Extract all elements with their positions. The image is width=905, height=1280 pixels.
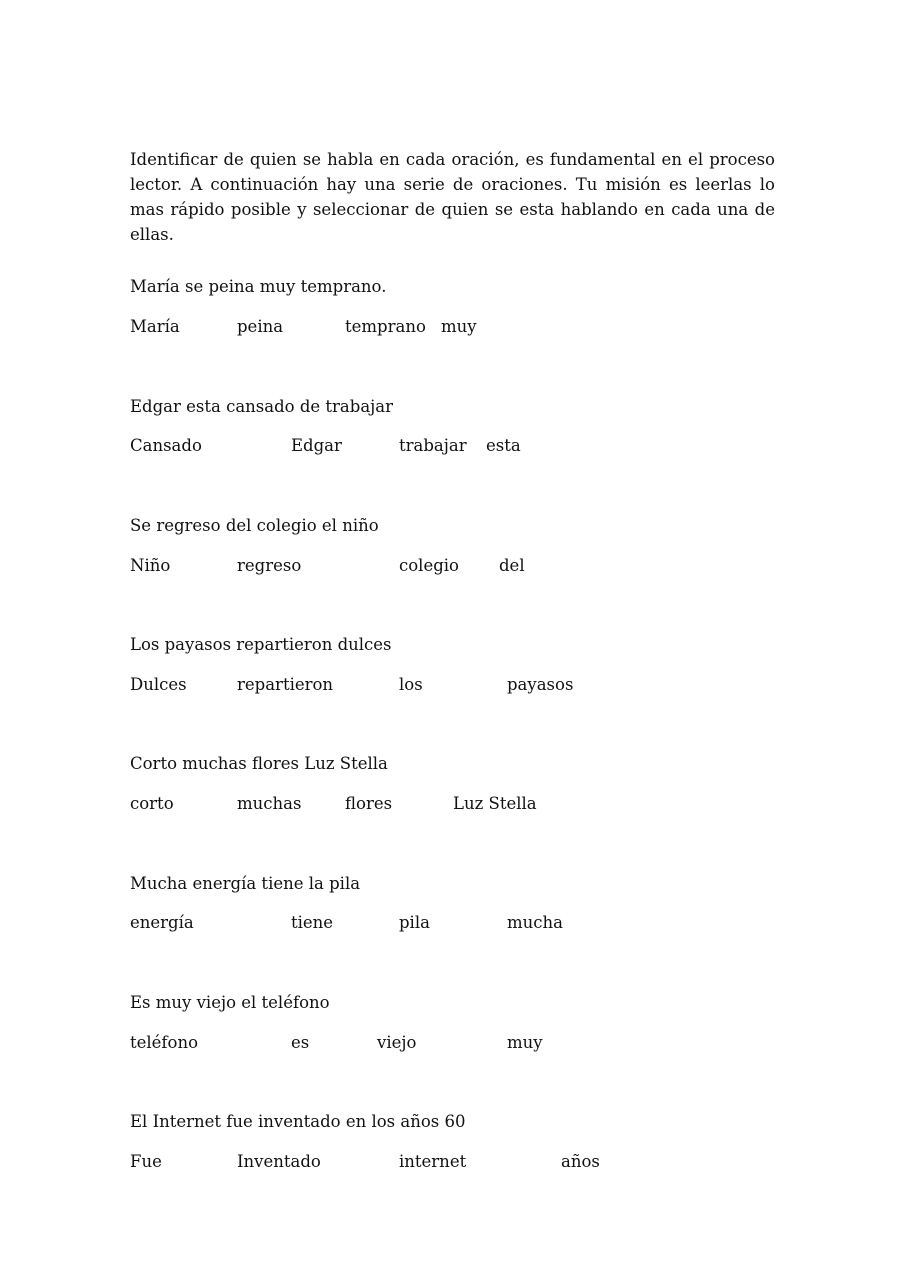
- option-2-3[interactable]: trabajar: [399, 436, 467, 455]
- option-7-3[interactable]: viejo: [377, 1033, 417, 1052]
- option-4-4[interactable]: payasos: [507, 675, 574, 694]
- option-2-2[interactable]: Edgar: [291, 436, 342, 455]
- option-7-4[interactable]: muy: [507, 1033, 543, 1052]
- options-row-8: [0, 1151, 905, 1175]
- option-6-4[interactable]: mucha: [507, 913, 563, 932]
- options-row-7: [0, 1032, 905, 1056]
- option-7-2[interactable]: es: [291, 1033, 310, 1052]
- option-1-4[interactable]: muy: [441, 317, 477, 336]
- sentence-4: Los payasos repartieron dulces: [130, 635, 392, 654]
- sentence-2: Edgar esta cansado de trabajar: [130, 397, 394, 416]
- option-3-2[interactable]: regreso: [237, 556, 302, 575]
- option-4-3[interactable]: los: [399, 675, 423, 694]
- option-3-3[interactable]: colegio: [399, 556, 459, 575]
- option-8-3[interactable]: internet: [399, 1152, 467, 1171]
- option-2-4[interactable]: esta: [486, 436, 521, 455]
- option-1-2[interactable]: peina: [237, 317, 284, 336]
- option-2-1[interactable]: Cansado: [130, 436, 202, 455]
- option-6-1[interactable]: energía: [130, 913, 194, 932]
- sentence-6: Mucha energía tiene la pila: [130, 874, 361, 893]
- sentence-8: El Internet fue inventado en los años 60: [130, 1112, 466, 1131]
- sentence-3: Se regreso del colegio el niño: [130, 516, 379, 535]
- option-4-1[interactable]: Dulces: [130, 675, 187, 694]
- options-row-4: [0, 674, 905, 698]
- options-row-1: [0, 316, 905, 340]
- option-3-1[interactable]: Niño: [130, 556, 171, 575]
- option-8-1[interactable]: Fue: [130, 1152, 162, 1171]
- option-5-2[interactable]: muchas: [237, 794, 302, 813]
- option-5-3[interactable]: flores: [345, 794, 393, 813]
- options-row-3: [0, 555, 905, 579]
- sentence-5: Corto muchas flores Luz Stella: [130, 754, 388, 773]
- option-8-4[interactable]: años: [561, 1152, 600, 1171]
- option-1-1[interactable]: María: [130, 317, 180, 336]
- option-6-3[interactable]: pila: [399, 913, 430, 932]
- option-6-2[interactable]: tiene: [291, 913, 334, 932]
- option-5-4[interactable]: Luz Stella: [453, 794, 537, 813]
- option-8-2[interactable]: Inventado: [237, 1152, 321, 1171]
- option-1-3[interactable]: temprano: [345, 317, 426, 336]
- options-row-6: [0, 912, 905, 936]
- sentence-7: Es muy viejo el teléfono: [130, 993, 330, 1012]
- option-7-1[interactable]: teléfono: [130, 1033, 199, 1052]
- option-3-4[interactable]: del: [499, 556, 525, 575]
- option-5-1[interactable]: corto: [130, 794, 174, 813]
- options-row-5: [0, 793, 905, 817]
- instructions-paragraph: Identificar de quien se habla en cada oración, es fundamental en el proceso lector. A continuación hay una serie de oraciones. Tu misión es leerlas lo mas rápido posible y seleccionar de quien se esta hablando en cada una de ellas.: [130, 150, 775, 244]
- sentence-1: María se peina muy temprano.: [130, 277, 387, 296]
- option-4-2[interactable]: repartieron: [237, 675, 334, 694]
- options-row-2: [0, 435, 905, 459]
